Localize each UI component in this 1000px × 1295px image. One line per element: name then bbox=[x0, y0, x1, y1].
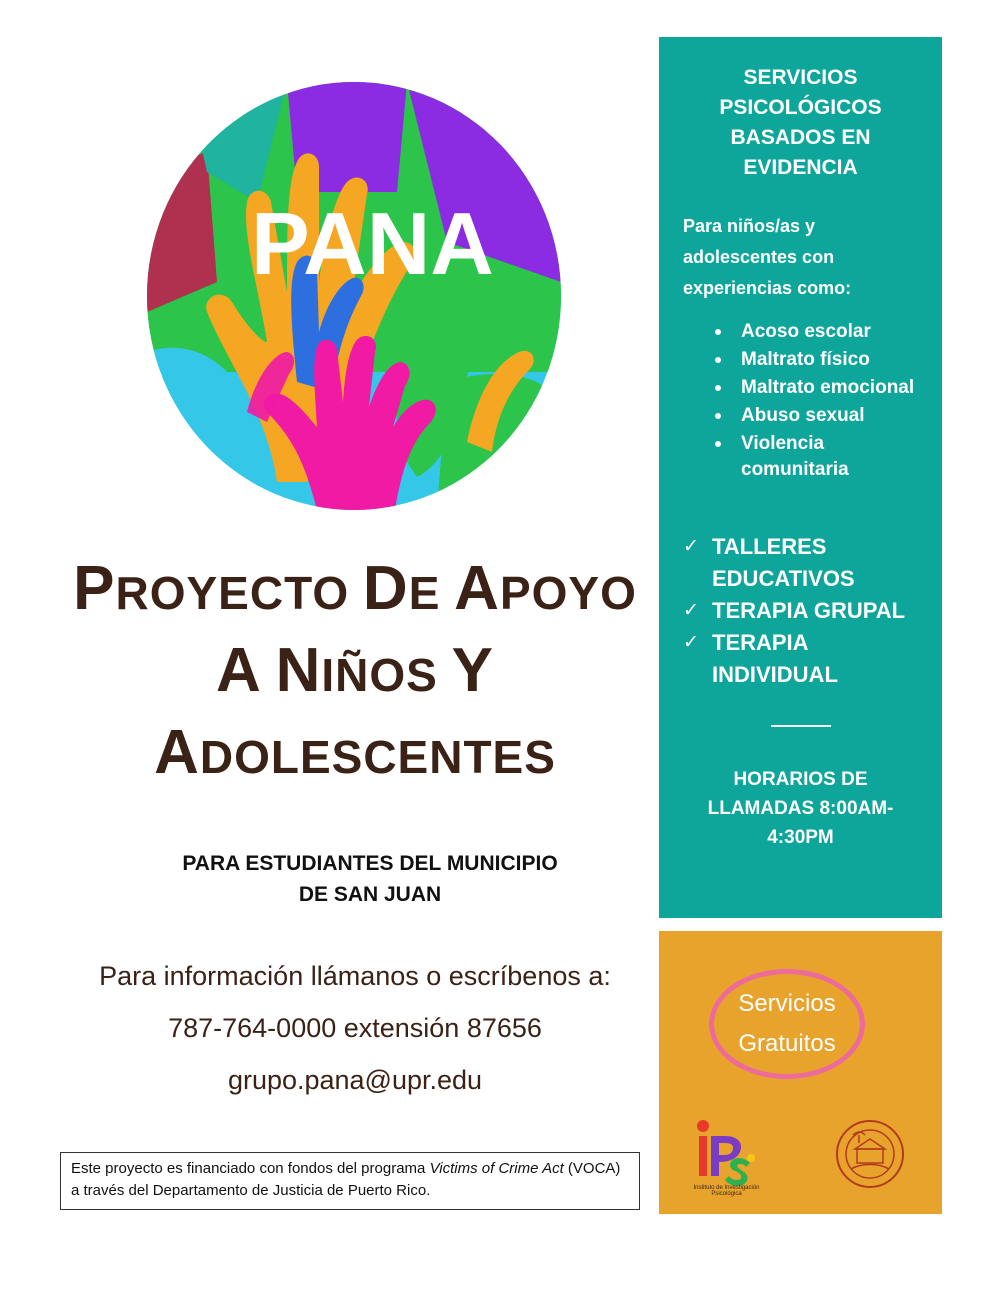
contact-intro: Para información llámanos o escríbenos a: bbox=[99, 961, 611, 991]
title-word: APOYO bbox=[454, 554, 637, 623]
title-line-3 bbox=[60, 714, 650, 796]
hours-line: 4:30PM bbox=[767, 827, 834, 848]
title-word: DE bbox=[362, 554, 441, 623]
checkmark-icon: ✓ bbox=[683, 600, 699, 621]
contact-email[interactable]: grupo.pana@upr.edu bbox=[227, 1065, 483, 1095]
title-word: ADOLESCENTES bbox=[154, 718, 556, 787]
services-panel bbox=[659, 37, 942, 918]
upr-seal-icon bbox=[835, 1119, 905, 1189]
subtitle-line-2: DE SAN JUAN bbox=[298, 883, 442, 906]
funding-text-2: (VOCA) a través del Departamento de Justicia de Puerto Rico. bbox=[71, 1160, 621, 1199]
badge-line-2: Gratuitos bbox=[738, 1030, 836, 1057]
services-heading bbox=[659, 63, 942, 183]
pana-logo bbox=[147, 82, 561, 510]
contact-phone[interactable]: 787-764-0000 extensión 87656 bbox=[168, 1013, 542, 1043]
offerings-list bbox=[683, 531, 938, 691]
heading-line: SERVICIOS bbox=[743, 66, 858, 89]
bullet-icon bbox=[715, 413, 721, 419]
ipsi-logo bbox=[689, 1114, 763, 1194]
title-word: Y bbox=[451, 636, 494, 705]
list-item bbox=[689, 347, 919, 373]
title-word: PROYECTO bbox=[73, 554, 350, 623]
list-item bbox=[683, 595, 938, 627]
call-hours bbox=[679, 765, 922, 852]
list-item bbox=[689, 403, 919, 429]
heading-line: PSICOLÓGICOS bbox=[719, 96, 882, 119]
pana-logo-text: PANA bbox=[251, 194, 494, 293]
funding-program: Victims of Crime Act bbox=[429, 1160, 564, 1177]
title-line-1 bbox=[60, 550, 650, 632]
free-services-panel bbox=[659, 931, 942, 1214]
checkmark-icon: ✓ bbox=[683, 632, 699, 653]
offering-label: TALLERES EDUCATIVOS bbox=[712, 534, 855, 591]
badge-line-1: Servicios bbox=[738, 990, 836, 1017]
experience-label: Acoso escolar bbox=[741, 321, 871, 342]
title-line-2 bbox=[60, 632, 650, 714]
bullet-icon bbox=[715, 357, 721, 363]
heading-line: BASADOS EN bbox=[730, 126, 871, 149]
funding-note bbox=[60, 1152, 640, 1210]
contact-info bbox=[50, 950, 660, 1106]
experience-label: Maltrato físico bbox=[741, 349, 870, 370]
hours-line: HORARIOS DE bbox=[733, 769, 868, 790]
services-intro bbox=[683, 211, 933, 304]
list-item bbox=[689, 375, 919, 401]
experience-label: Maltrato emocional bbox=[741, 377, 915, 398]
offering-label: TERAPIA INDIVIDUAL bbox=[712, 630, 838, 687]
ipsi-caption: Instituto de Investigación Psicológica bbox=[693, 1185, 760, 1197]
experience-label: Violencia comunitaria bbox=[741, 433, 849, 480]
hours-line: LLAMADAS 8:00AM- bbox=[707, 798, 894, 819]
list-item bbox=[689, 431, 919, 483]
audience-subtitle bbox=[120, 848, 620, 910]
list-item bbox=[683, 627, 938, 691]
page-title bbox=[60, 550, 650, 796]
title-word: A bbox=[216, 636, 262, 705]
list-item bbox=[683, 531, 938, 595]
checkmark-icon: ✓ bbox=[683, 536, 699, 557]
experience-label: Abuso sexual bbox=[741, 405, 865, 426]
intro-line: adolescentes con bbox=[683, 247, 835, 267]
heading-line: EVIDENCIA bbox=[743, 156, 858, 179]
funding-text-1: Este proyecto es financiado con fondos del programa bbox=[71, 1160, 430, 1177]
experiences-list bbox=[689, 319, 919, 485]
bullet-icon bbox=[715, 385, 721, 391]
free-services-badge bbox=[709, 969, 865, 1079]
bullet-icon bbox=[715, 329, 721, 335]
subtitle-line-1: PARA ESTUDIANTES DEL MUNICIPIO bbox=[182, 852, 558, 875]
intro-line: Para niños/as y bbox=[683, 216, 816, 236]
divider bbox=[771, 725, 831, 727]
title-word: NIÑOS bbox=[275, 636, 438, 705]
intro-line: experiencias como: bbox=[683, 278, 852, 298]
offering-label: TERAPIA GRUPAL bbox=[712, 598, 906, 623]
list-item bbox=[689, 319, 919, 345]
bullet-icon bbox=[715, 441, 721, 447]
